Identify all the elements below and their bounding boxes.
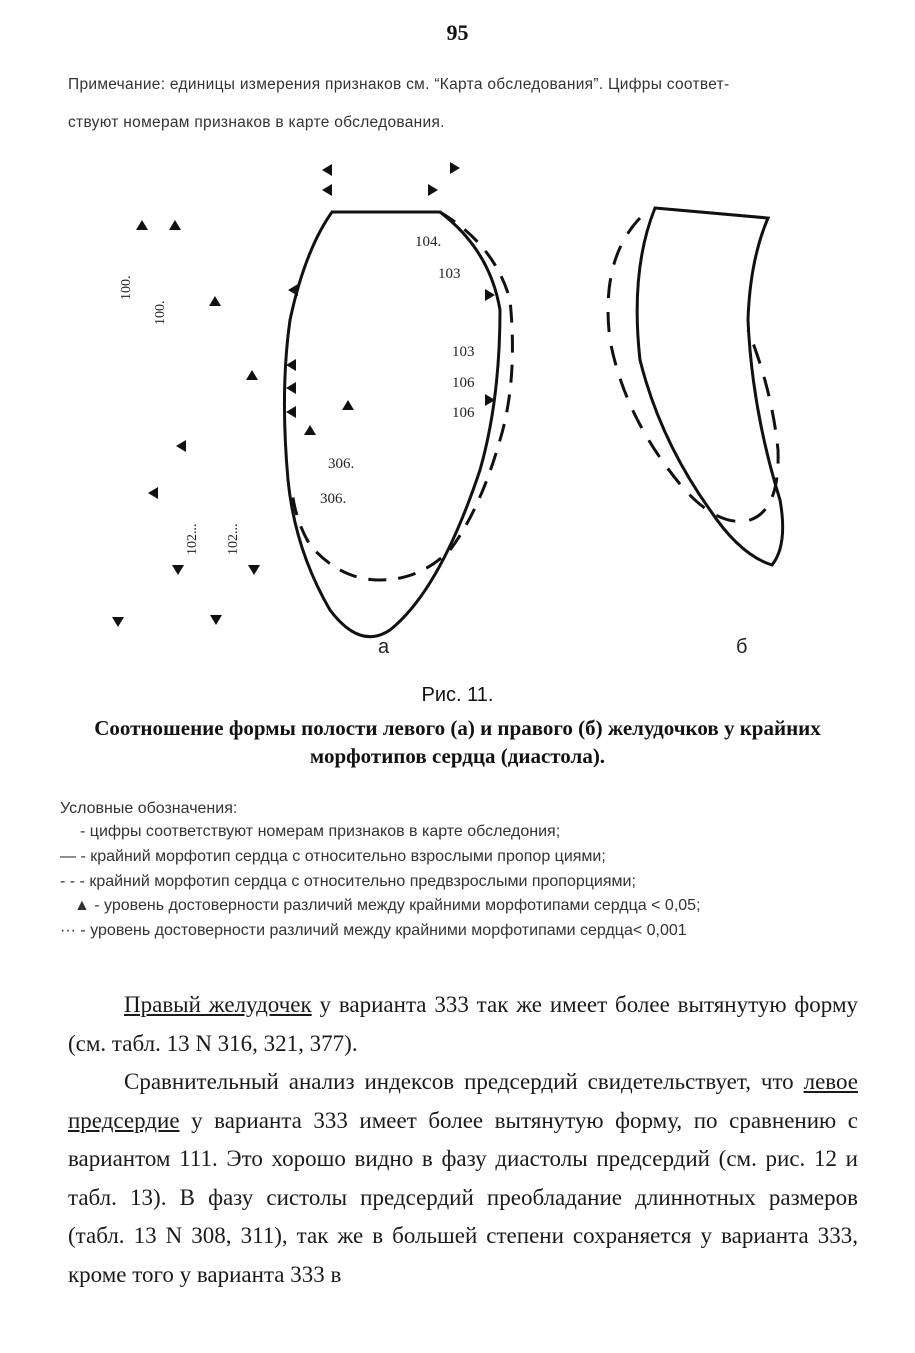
legend-item: ··· - уровень достоверности различий между крайними морфотипами сердца< 0,001 [60, 922, 687, 939]
figure-number-label: 106 [452, 375, 475, 391]
legend-item: ▲ - уровень достоверности различий между крайними морфотипами сердца < 0,05; [74, 897, 701, 914]
figure-number-label: 103 [452, 344, 475, 360]
paragraph-2: Сравнительный анализ индексов предсердий свидетельствует, что левое предсердие у варианта 333 имеет более вытянутую форму, по сравнению с вариантом 111. Это хорошо видно в фазу диастолы предсердий (см. рис. 12 и табл. 13). В фазу систолы предсердий преобладание длиннотных размеров (табл. 13 N 308, 311), так же в большей степени сохраняется у варианта 333, кроме того у варианта 333 в [68, 1069, 858, 1287]
left-ventricle-preadult-outline [292, 212, 512, 580]
figure-number-label: 104. [415, 234, 442, 250]
significance-markers [112, 162, 495, 627]
panel-a-label: а [378, 636, 390, 658]
right-ventricle-adult-outline [637, 208, 783, 565]
legend-item: — - крайний морфотип сердца с относительно взрослыми пропор циями; [60, 848, 606, 865]
figure-number-label: 306. [320, 491, 347, 507]
note-line-1: Примечание: единицы измерения признаков см. “Карта обследования”. Цифры соответ- [68, 76, 730, 93]
left-ventricle-adult-outline [284, 212, 500, 637]
figure-caption-number: Рис. 11. [421, 684, 494, 706]
legend-item: - - - крайний морфотип сердца с относительно предвзрослыми пропорциями; [60, 873, 636, 890]
paragraph-1: Правый желудочек у варианта 333 так же имеет более вытянутую форму (см. табл. 13 N 316, 321, 377). [68, 992, 858, 1056]
side-label: 100. [119, 275, 134, 300]
legend-heading: Условные обозначения: [60, 800, 238, 817]
panel-b-label: б [736, 636, 748, 658]
underlined-term: левое предсердие [68, 1069, 858, 1133]
page-number: 95 [446, 20, 469, 45]
figure-caption: Соотношение формы полости левого (а) и правого (б) желудочков у крайних морфотипов сердца (диастола). [94, 716, 821, 768]
figure-11 [100, 150, 820, 670]
side-label: 102... [226, 523, 241, 555]
underlined-term: Правый желудочек [124, 992, 312, 1017]
legend-item: - цифры соответствуют номерам признаков в карте обследония; [80, 823, 561, 840]
note-line-2: ствуют номерам признаков в карте обследования. [68, 114, 445, 131]
figure-number-label: 306. [328, 456, 355, 472]
figure-number-label: 106 [452, 405, 475, 421]
side-label: 100. [153, 300, 168, 325]
side-label: 102... [185, 523, 200, 555]
body-text [68, 986, 858, 1294]
figure-number-label: 103 [438, 266, 461, 282]
